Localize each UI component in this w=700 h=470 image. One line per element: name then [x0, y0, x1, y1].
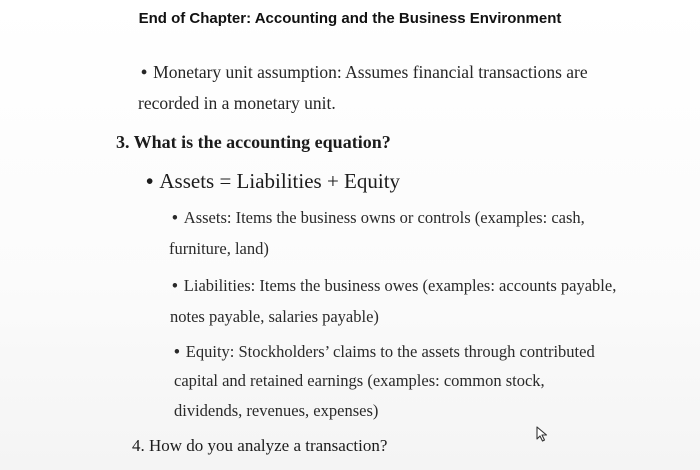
assets-bullet-item — [172, 208, 585, 228]
bullet-icon: • — [146, 169, 154, 193]
equity-bullet-item — [174, 342, 595, 362]
accounting-equation — [146, 169, 400, 194]
equity-text-line2: capital and retained earnings (examples: common stock, — [174, 371, 545, 390]
liabilities-text-line1: Liabilities: Items the business owes (examples: accounts payable, — [183, 276, 617, 295]
equation-text: Assets = Liabilities + Equity — [159, 169, 401, 193]
assets-text-line2: furniture, land) — [169, 239, 269, 258]
monetary-bullet-item — [141, 62, 588, 83]
liabilities-bullet-item — [172, 276, 616, 296]
bullet-icon: • — [174, 342, 180, 361]
equity-text-line1: Equity: Stockholders’ claims to the assets through contributed — [185, 342, 595, 361]
monetary-text-line1: Monetary unit assumption: Assumes financial transactions are — [153, 62, 588, 82]
bullet-icon: • — [172, 208, 178, 227]
bullet-icon: • — [172, 276, 178, 295]
question-3-heading: 3. What is the accounting equation? — [116, 132, 391, 152]
question-4-heading: 4. How do you analyze a transaction? — [132, 436, 388, 455]
equity-text-line3: dividends, revenues, expenses) — [174, 401, 379, 420]
monetary-text-line2: recorded in a monetary unit. — [138, 93, 336, 113]
chapter-header: End of Chapter: Accounting and the Business Environment — [138, 10, 562, 27]
assets-text-line1: Assets: Items the business owns or controls (examples: cash, — [183, 208, 585, 227]
liabilities-text-line2: notes payable, salaries payable) — [170, 307, 379, 326]
mouse-pointer-icon — [534, 425, 552, 443]
bullet-icon: • — [141, 62, 148, 82]
